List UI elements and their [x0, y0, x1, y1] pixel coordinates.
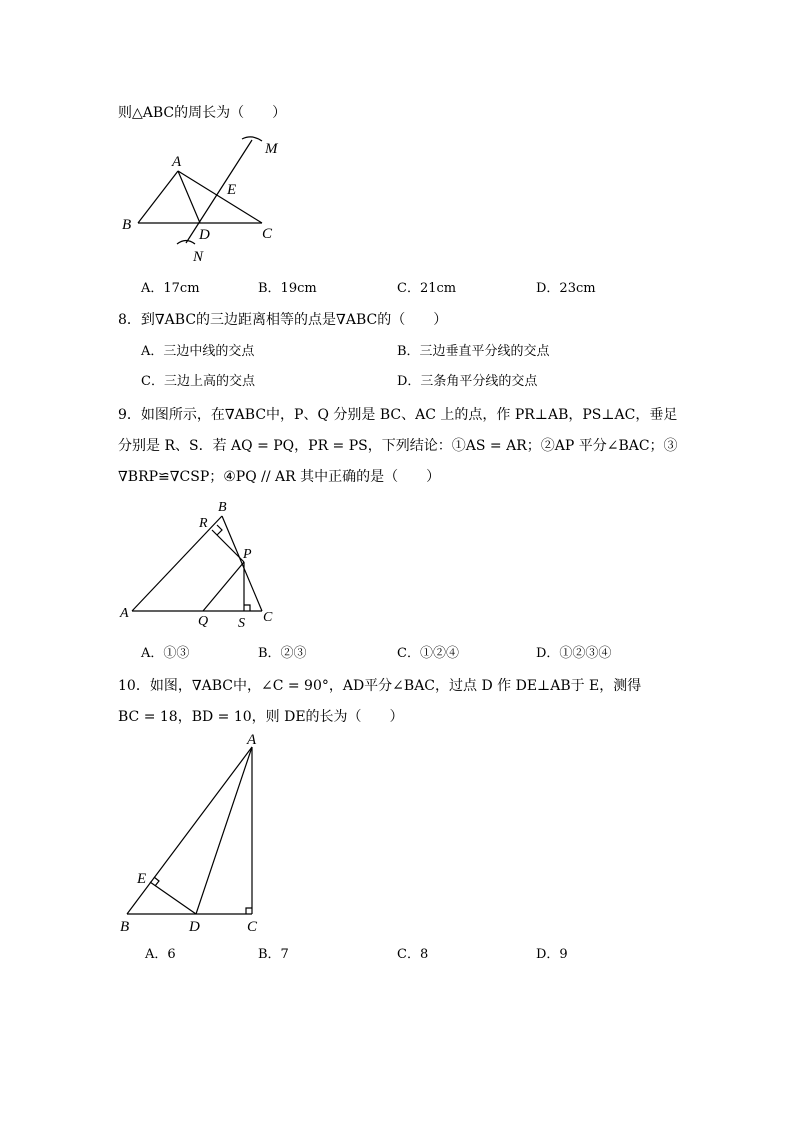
q10-segment-de: [150, 882, 196, 914]
q7-label-e: E: [227, 182, 237, 198]
q9-label-r: R: [199, 516, 208, 531]
q10-option-c: C．8: [397, 947, 429, 962]
q7-label-d: D: [199, 227, 210, 243]
q10-label-a: A: [247, 732, 257, 748]
q9-label-b: B: [218, 500, 227, 515]
q7-option-a: A．17cm: [141, 281, 200, 296]
q10-option-a: A．6: [145, 947, 176, 962]
q8-option-d: D．三条角平分线的交点: [397, 374, 538, 389]
q7-stem: 则△ABC的周长为（ ）: [118, 105, 287, 121]
q10-label-d: D: [189, 919, 200, 935]
q10-stem-line-2: BC = 18，BD = 10，则 DE的长为（ ）: [118, 709, 404, 725]
q9-option-c: C．①②④: [397, 646, 459, 661]
q10-label-b: B: [120, 919, 130, 935]
q8-option-b: B．三边垂直平分线的交点: [397, 344, 550, 359]
q10-stem-line-1: 10．如图，∇ABC中，∠C = 90°，AD平分∠BAC，过点 D 作 DE⊥AB于 E，测得: [118, 678, 642, 694]
q8-option-a: A．三边中线的交点: [141, 344, 255, 359]
q9-label-a: A: [120, 606, 129, 621]
q9-stem-line-2: 分别是 R、S．若 AQ = PQ，PR = PS，下列结论：①AS = AR；②AP 平分∠BAC；③: [118, 438, 678, 454]
q10-segment-ad: [196, 747, 252, 914]
q9-label-c: C: [263, 610, 273, 625]
q9-label-q: Q: [198, 614, 209, 629]
q9-stem-line-3: ∇BRP≌∇CSP；④PQ // AR 其中正确的是（ ）: [118, 469, 441, 485]
q9-option-d: D．①②③④: [536, 646, 612, 661]
q10-label-e: E: [137, 871, 147, 887]
q9-label-s: S: [238, 616, 245, 631]
q10-label-c: C: [247, 919, 258, 935]
q7-label-c: C: [262, 226, 273, 242]
q7-label-b: B: [122, 217, 132, 233]
q8-stem: 8．到∇ABC的三边距离相等的点是∇ABC的（ ）: [118, 312, 448, 328]
q10-option-b: B．7: [258, 947, 289, 962]
q10-option-d: D．9: [536, 947, 568, 962]
q9-label-p: P: [243, 547, 252, 562]
q10-segment-ab: [127, 747, 252, 914]
q7-option-d: D．23cm: [536, 281, 596, 296]
q9-option-b: B．②③: [258, 646, 307, 661]
q8-option-c: C．三边上高的交点: [141, 374, 255, 389]
q7-option-b: B．19cm: [258, 281, 317, 296]
q10-right-angle-c: [246, 908, 252, 914]
q9-stem-line-1: 9．如图所示，在∇ABC中，P、Q 分别是 BC、AC 上的点，作 PR⊥AB，PS⊥AC，垂足: [118, 407, 678, 423]
q7-label-a: A: [172, 154, 182, 170]
q7-label-n: N: [193, 249, 204, 265]
q7-option-c: C．21cm: [397, 281, 457, 296]
q9-option-a: A．①③: [141, 646, 190, 661]
q7-label-m: M: [265, 141, 278, 157]
